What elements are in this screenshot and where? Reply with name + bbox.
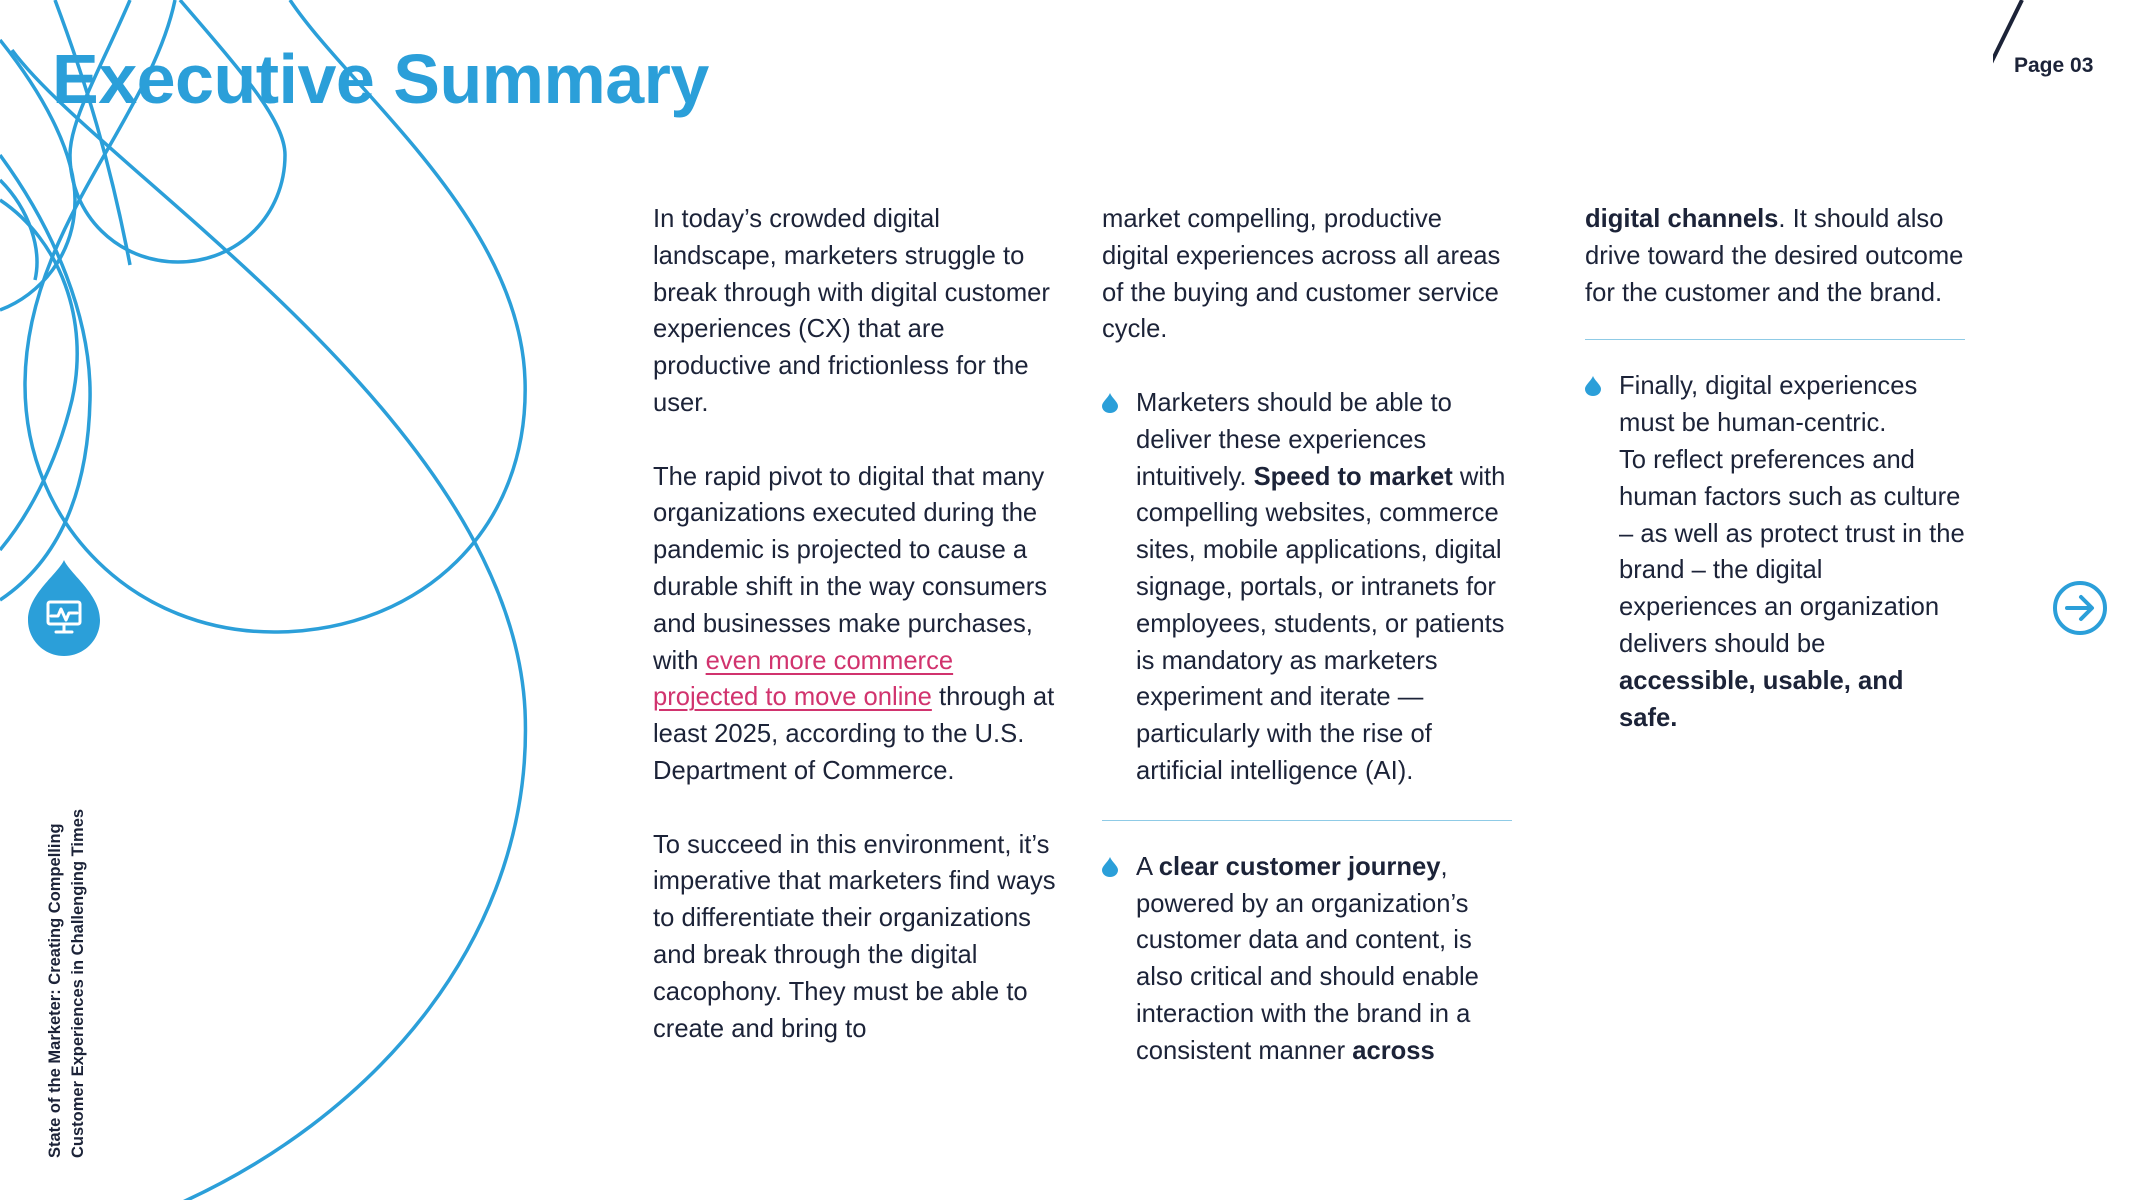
page-title: Executive Summary [52,40,709,118]
paragraph-continued: market compelling, productive digital experiences across all areas of the buying and customer service cycle. [1102,205,1501,344]
bullet-emphasis: Speed to market [1253,462,1453,491]
bullet-text [1619,442,1965,736]
bullet-text-part: , powered by an organization’s customer data and content, is also critical and should enable interaction with the brand in a consistent manner [1136,852,1479,1065]
commerce-link[interactable]: even more commerce projected to move online [653,646,954,712]
paragraph-intro: In today’s crowded digital landscape, marketers struggle to break through with digital customer experiences (CX) that are productive and frictionless for the user. [653,205,1050,417]
monitor-chart-icon [28,560,100,656]
paragraph-text: . It should also drive toward the desired outcome for the customer and the brand. [1585,205,1964,307]
bullet-text [1619,368,1965,442]
arrow-right-circle-icon[interactable] [2052,580,2108,636]
text-column-3 [1585,201,1965,736]
text-column-2 [1102,201,1512,1070]
bullet-emphasis: across [1352,1036,1435,1065]
bullet-text-part: with compelling websites, commerce sites, mobile applications, digital signage, portals, or intranets for employees, students, or patients is mandatory as marketers experiment and iterate — particularly with the rise of artificial intelligence (AI). [1136,462,1506,785]
paragraph-emphasis: digital channels [1585,205,1779,233]
report-title-vertical [44,809,90,1158]
text-column-1 [653,201,1063,1047]
bullet-customer-journey [1102,849,1512,1070]
bullet-human-centric [1585,368,1965,736]
bullet-text [1136,849,1512,1070]
bullet-emphasis: clear customer journey [1158,852,1441,881]
bullet-text-part: Marketers should be able to deliver these experiences intuitively. [1136,388,1452,491]
paragraph-text: through at least 2025, according to the U.S. Department of Commerce. [653,683,1055,785]
bullet-text-part: To reflect preferences and human factors such as culture – as well as protect trust in the brand – the digital experiences an organization delivers should be [1619,445,1965,658]
bullet-emphasis: accessible, usable, and safe. [1619,666,1904,732]
bullet-speed-to-market [1102,385,1512,790]
droplet-bullet-icon [1102,857,1118,877]
paragraph-text: The rapid pivot to digital that many organizations executed during the pandemic is projected to cause a durable shift in the way consumers and businesses make purchases, with [653,462,1048,675]
page-number: Page 03 [2014,54,2094,77]
paragraph-succeed: To succeed in this environment, it’s imperative that marketers find ways to differentiate their organizations and break through the digital cacophony. They must be able to create and bring to [653,830,1056,1043]
droplet-bullet-icon [1102,393,1118,413]
bullet-text-part: Finally, digital experiences must be human-centric. [1619,372,1918,438]
bullet-text-part: A [1136,852,1159,881]
paragraph-pandemic [653,459,1063,790]
paragraph-continued [1585,201,1965,311]
report-title-line: State of the Marketer: Creating Compelling [46,823,64,1158]
bullet-text [1136,385,1512,790]
report-subtitle-line: Customer Experiences in Challenging Times [69,808,87,1158]
droplet-bullet-icon [1585,376,1601,396]
